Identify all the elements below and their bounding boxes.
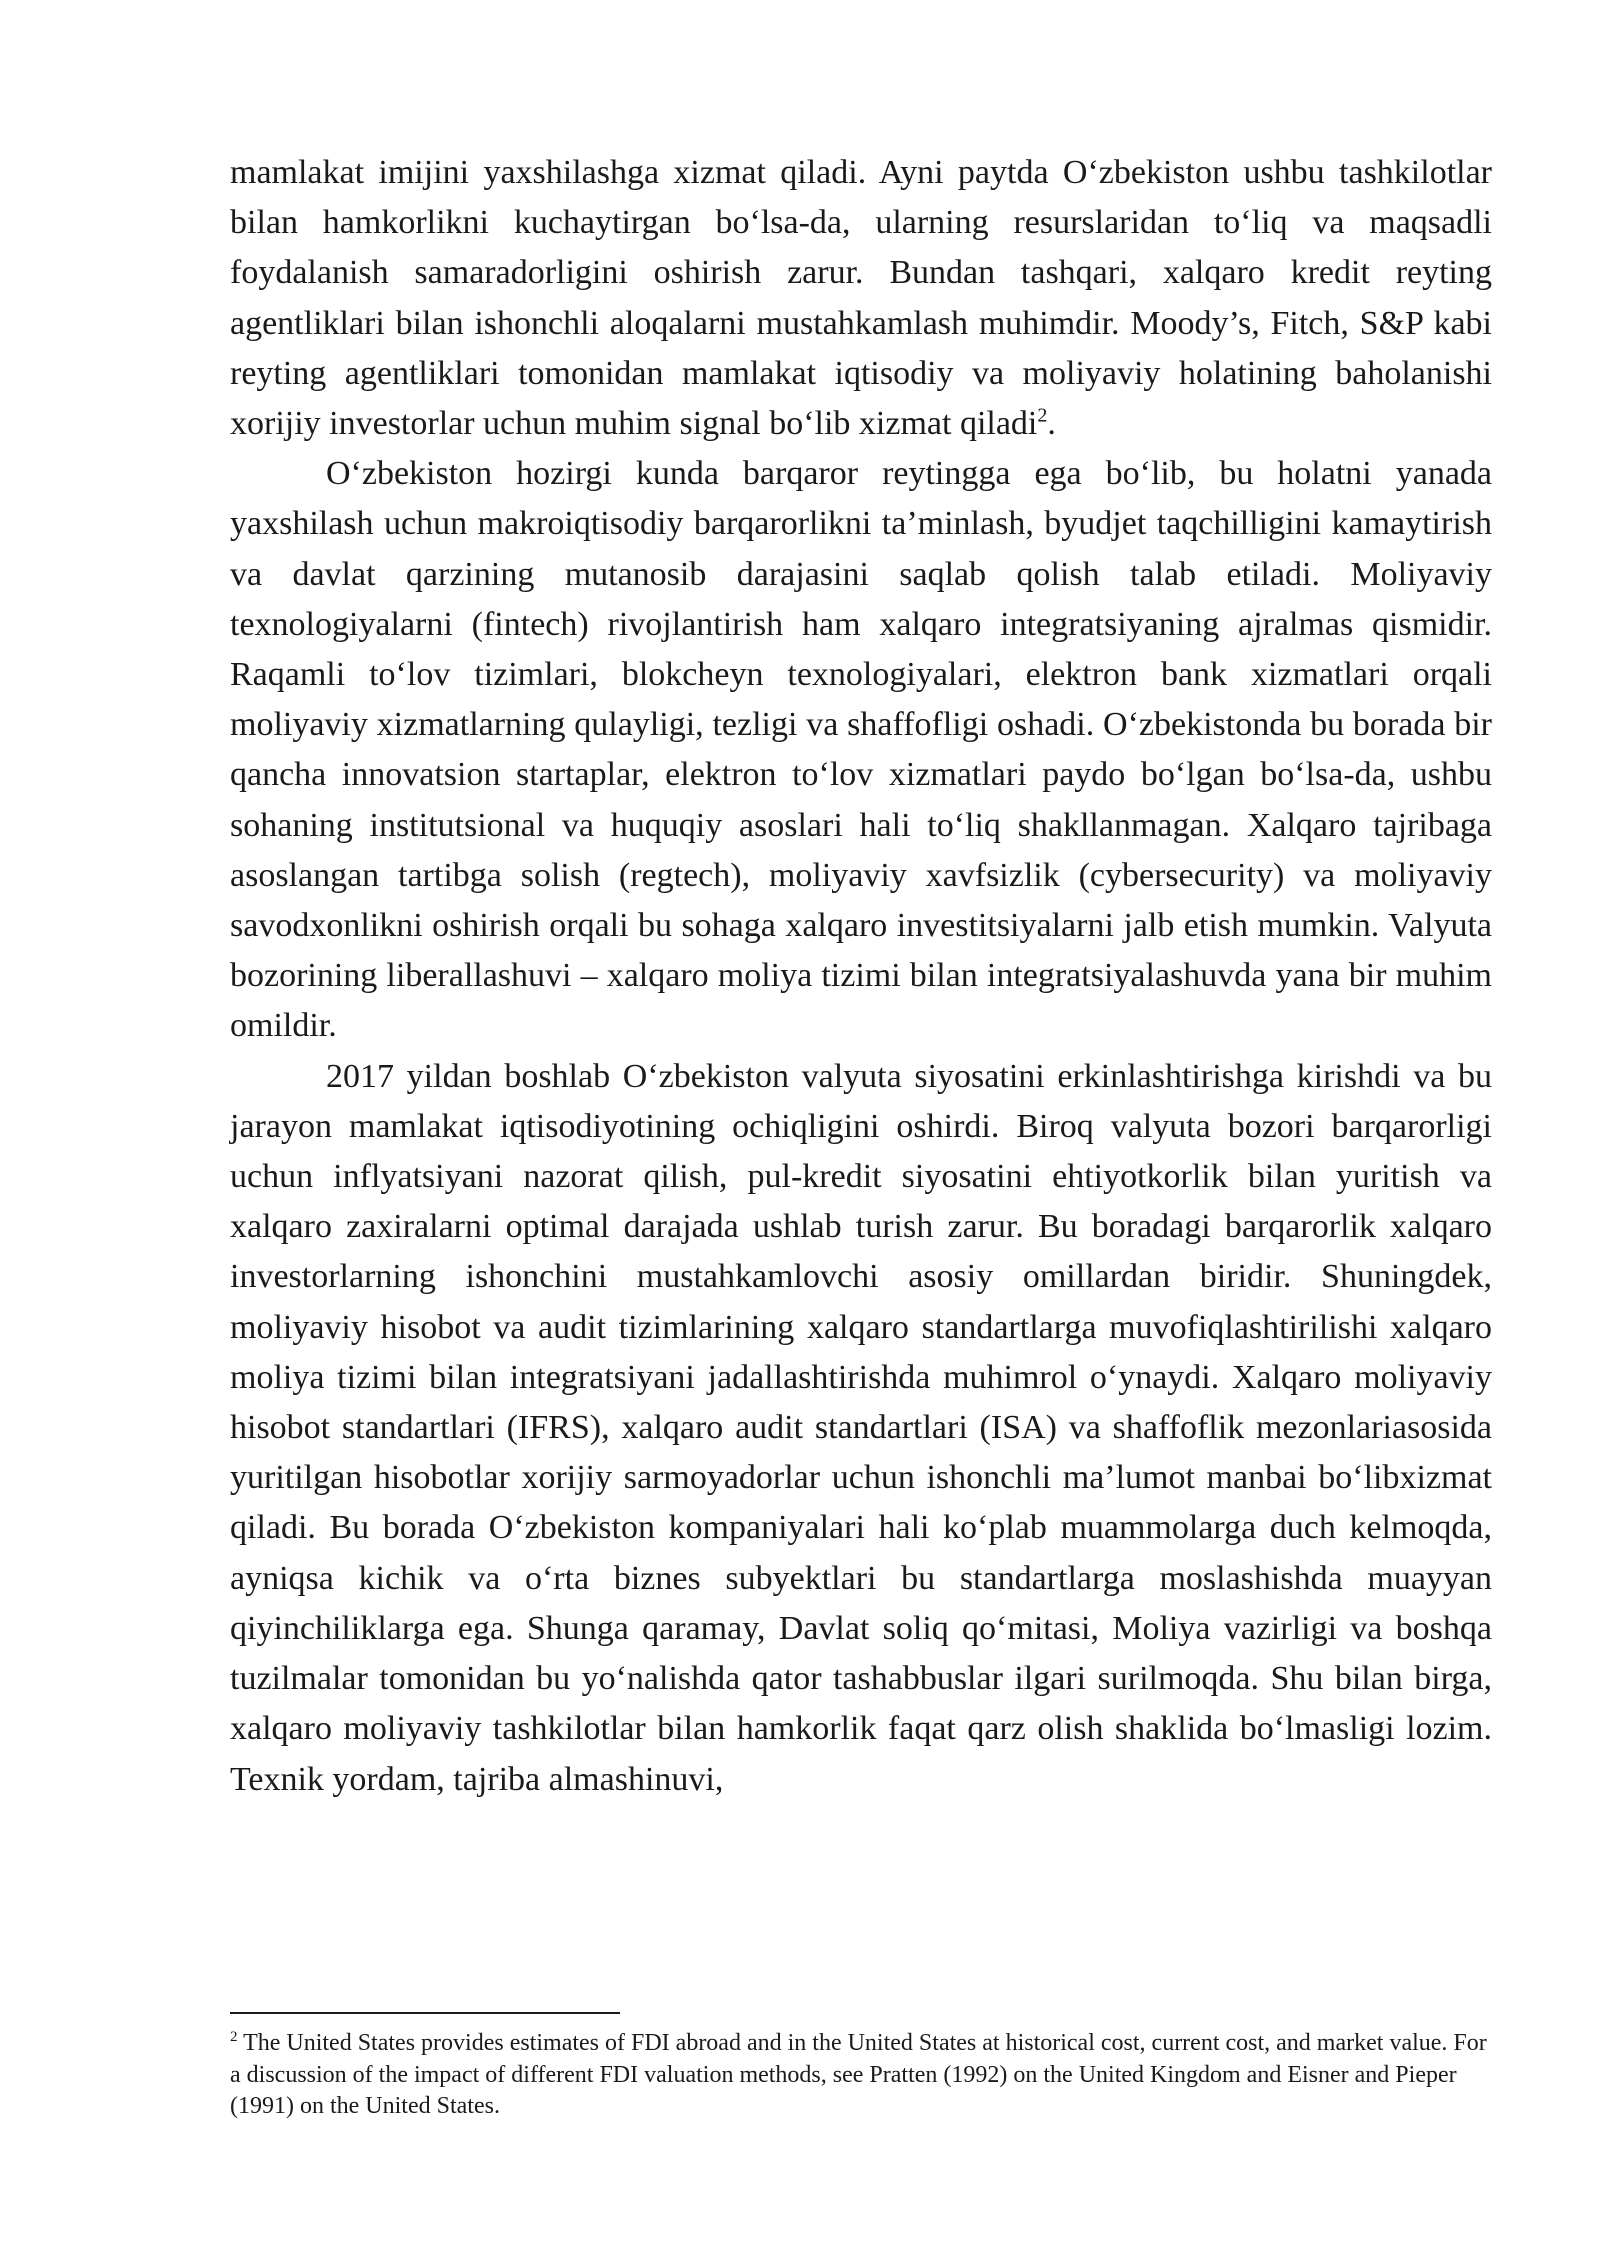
footnote <box>230 2028 1492 2123</box>
paragraph-2: O‘zbekiston hozirgi kunda barqaror reytingga ega bo‘lib, bu holatni yanada yaxshilash uchun makroiqtisodiy barqarorlikni ta’minlash, byudjet taqchilligini kamaytirish va davlat qarzining mutanosib darajasini saqlab qolish talab etiladi. Moliyaviy texnologiyalarni (fintech) rivojlantirish ham xalqaro integratsiyaning ajralmas qismidir. Raqamli to‘lov tizimlari, blokcheyn texnologiyalari, elektron bank xizmatlari orqali moliyaviy xizmatlarning qulayligi, tezligi va shaffofligi oshadi. O‘zbekistonda bu borada bir qancha innovatsion startaplar, elektron to‘lov xizmatlari paydo bo‘lgan bo‘lsa-da, ushbu sohaning institutsional va huquqiy asoslari hali to‘liq shakllanmagan. Xalqaro tajribaga asoslangan tartibga solish (regtech), moliyaviy xavfsizlik (cybersecurity) va moliyaviy savodxonlikni oshirish orqali bu sohaga xalqaro investitsiyalarni jalb etish mumkin. Valyuta bozorining liberallashuvi – xalqaro moliya tizimi bilan integratsiyalashuvda yana bir muhim omildir. <box>230 455 1492 1045</box>
paragraph-1-text: mamlakat imijini yaxshilashga xizmat qiladi. Ayni paytda O‘zbekiston ushbu tashkilotlar bilan hamkorlikni kuchaytirgan bo‘lsa-da, ularning resurslaridan to‘liq va maqsadli foydalanish samaradorligini oshirish zarur. Bundan tashqari, xalqaro kredit reyting agentliklari bilan ishonchli aloqalarni mustahkamlash muhimdir. Moody’s, Fitch, S&P kabi reyting agentliklari tomonidan mamlakat iqtisodiy va moliyaviy holatining baholanishi xorijiy investorlar uchun muhim signal bo‘lib xizmat qiladi <box>230 154 1492 443</box>
paragraph-1 <box>230 148 1492 449</box>
paragraph-1-tail: . <box>1047 405 1056 443</box>
footnote-text: The United States provides estimates of FDI abroad and in the United States at historical cost, current cost, and market value. For a discussion of the impact of different FDI valuation methods, see Pratten (1992) on the United Kingdom and Eisner and Pieper (1991) on the United States. <box>230 2030 1487 2119</box>
paragraph-3: 2017 yildan boshlab O‘zbekiston valyuta siyosatini erkinlashtirishga kirishdi va bu jarayon mamlakat iqtisodiyotining ochiqligini oshirdi. Biroq valyuta bozori barqarorligi uchun inflyatsiyani nazorat qilish, pul-kredit siyosatini ehtiyotkorlik bilan yuritish va xalqaro zaxiralarni optimal darajada ushlab turish zarur. Bu boradagi barqarorlik xalqaro investorlarning ishonchini mustahkamlovchi asosiy omillardan biridir. Shuningdek, moliyaviy hisobot va audit tizimlarining xalqaro standartlarga muvofiqlashtirilishi xalqaro moliya tizimi bilan integratsiyani jadallashtirishda muhimrol o‘ynaydi. Xalqaro moliyaviy hisobot standartlari (IFRS), xalqaro audit standartlari (ISA) va shaffoflik mezonlariasosida yuritilgan hisobotlar xorijiy sarmoyadorlar uchun ishonchli ma’lumot manbai bo‘libxizmat qiladi. Bu borada O‘zbekiston kompaniyalari hali ko‘plab muammolarga duch kelmoqda, ayniqsa kichik va o‘rta biznes subyektlari bu standartlarga moslashishda muayyan qiyinchiliklarga ega. Shunga qaramay, Davlat soliq qo‘mitasi, Moliya vazirligi va boshqa tuzilmalar tomonidan bu yo‘nalishda qator tashabbuslar ilgari surilmoqda. Shu bilan birga, xalqaro moliyaviy tashkilotlar bilan hamkorlik faqat qarz olish shaklida bo‘lmasligi lozim. Texnik yordam, tajriba almashinuvi, <box>230 1057 1492 1798</box>
footnote-separator <box>230 2012 620 2014</box>
body-text <box>230 148 1492 1805</box>
footnote-number: 2 <box>230 2029 238 2045</box>
footnote-reference: 2 <box>1037 404 1048 427</box>
